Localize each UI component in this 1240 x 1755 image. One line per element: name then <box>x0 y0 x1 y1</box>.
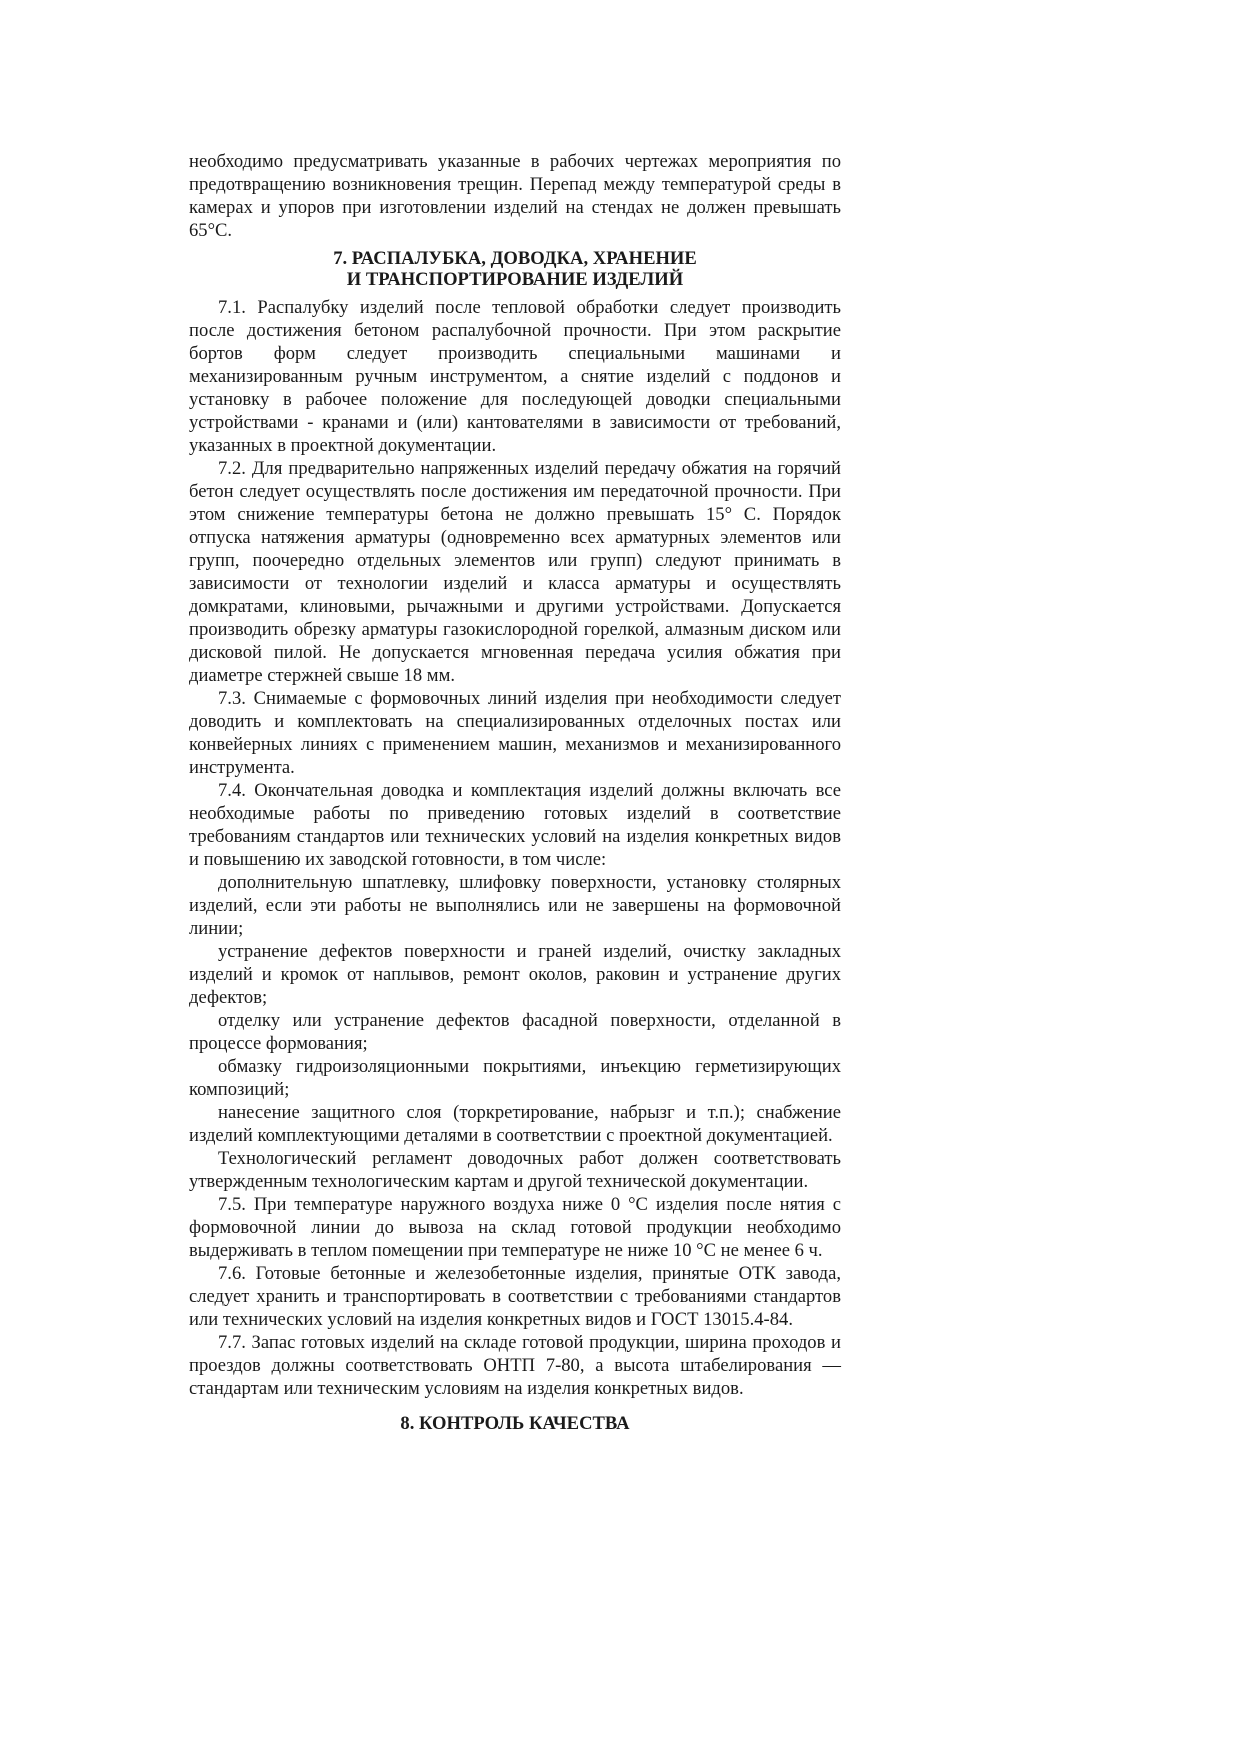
list-item: отделку или устранение дефектов фасадной поверхности, отделанной в процессе формования; <box>189 1010 841 1054</box>
document-page <box>189 150 841 1435</box>
list-item: нанесение защитного слоя (торкретирование, набрызг и т.п.); снабжение изделий комплектующими деталями в соответствии с проектной документацией. <box>189 1102 841 1146</box>
section-7-heading <box>189 248 841 290</box>
paragraph-7-5: 7.5. При температуре наружного воздуха ниже 0 °С изделия после нятия с формовочной линии до вывоза на склад готовой продукции необходимо выдерживать в теплом помещении при температуре не ниже 10 °С не менее 6 ч. <box>189 1194 841 1261</box>
list-item: обмазку гидроизоляционными покрытиями, инъекцию герметизирующих композиций; <box>189 1056 841 1100</box>
paragraph-7-2: 7.2. Для предварительно напряженных изделий передачу обжатия на горячий бетон следует осуществлять после достижения им передаточной прочности. При этом снижение температуры бетона не должно превышать 15° С. Порядок отпуска натяжения арматуры (одновременно всех арматурных элементов или групп, поочередно отдельных элементов или групп) следуют принимать в зависимости от технологии изделий и класса арматуры и осуществлять домкратами, клиновыми, рычажными и другими устройствами. Допускается производить обрезку арматуры газокислородной горелкой, алмазным диском или дисковой пилой. Не допускается мгновенная передача усилия обжатия при диаметре стержней свыше 18 мм. <box>189 458 841 686</box>
intro-paragraph: необходимо предусматривать указанные в рабочих чертежах мероприятия по предотвращению возникновения трещин. Перепад между температурой среды в камерах и упоров при изготовлении изделий на стендах не должен превышать 65°С. <box>189 151 841 241</box>
paragraph-7-1: 7.1. Распалубку изделий после тепловой обработки следует производить после достижения бетоном распалубочной прочности. При этом раскрытие бортов форм следует производить специальными машинами и механизированным ручным инструментом, а снятие изделий с поддонов и установку в рабочее положение для последующей доводки специальными устройствами - кранами и (или) кантователями в зависимости от требований, указанных в проектной документации. <box>189 297 841 456</box>
list-item: дополнительную шпатлевку, шлифовку поверхности, установку столярных изделий, если эти работы не выполнялись или не завершены на формовочной линии; <box>189 872 841 939</box>
section-7-title-line1: 7. РАСПАЛУБКА, ДОВОДКА, ХРАНЕНИЕ <box>333 248 697 269</box>
list-item: устранение дефектов поверхности и граней изделий, очистку закладных изделий и кромок от наплывов, ремонт околов, раковин и устранение других дефектов; <box>189 941 841 1008</box>
paragraph-reglament: Технологический регламент доводочных работ должен соответствовать утвержденным технологическим картам и другой технической документации. <box>189 1148 841 1192</box>
paragraph-7-4: 7.4. Окончательная доводка и комплектация изделий должны включать все необходимые работы по приведению готовых изделий в соответствие требованиям стандартов или технических условий на изделия конкретных видов и повышению их заводской готовности, в том числе: <box>189 780 841 870</box>
section-8-heading: 8. КОНТРОЛЬ КАЧЕСТВА <box>400 1413 630 1434</box>
paragraph-7-6: 7.6. Готовые бетонные и железобетонные изделия, принятые ОТК завода, следует хранить и транспортировать в соответствии с требованиями стандартов или технических условий на изделия конкретных видов и ГОСТ 13015.4-84. <box>189 1263 841 1330</box>
paragraph-7-3: 7.3. Снимаемые с формовочных линий изделия при необходимости следует доводить и комплектовать на специализированных отделочных постах или конвейерных линиях с применением машин, механизмов и механизированного инструмента. <box>189 688 841 778</box>
paragraph-7-7: 7.7. Запас готовых изделий на складе готовой продукции, ширина проходов и проездов должны соответствовать ОНТП 7-80, а высота штабелирования — стандартам или техническим условиям на изделия конкретных видов. <box>189 1332 841 1399</box>
section-7-title-line2: И ТРАНСПОРТИРОВАНИЕ ИЗДЕЛИЙ <box>346 269 684 290</box>
